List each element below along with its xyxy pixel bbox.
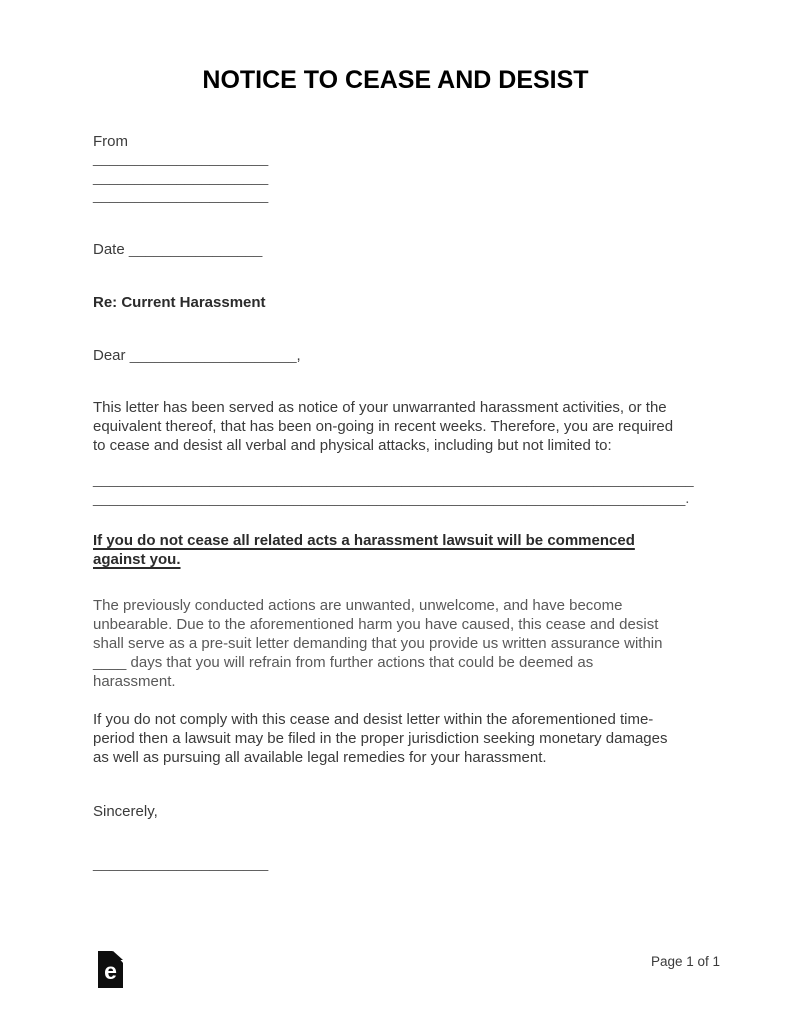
- body-paragraph-2: [93, 596, 662, 691]
- paragraph-line: If you do not comply with this cease and desist letter within the aforementioned time-: [93, 711, 654, 728]
- paragraph-line: ____ days that you will refrain from further actions that could be deemed as: [93, 654, 594, 671]
- warning-heading-line: If you do not cease all related acts a harassment lawsuit will be commenced: [93, 532, 635, 549]
- body-paragraph-3: [93, 710, 667, 767]
- closing-line: Sincerely,: [93, 803, 158, 820]
- date-line: [93, 240, 262, 259]
- page-indicator: Page 1 of 1: [650, 954, 720, 969]
- date-label: Date: [93, 241, 125, 258]
- from-blank-line: _____________________: [93, 150, 269, 167]
- salutation-label: Dear: [93, 347, 126, 364]
- paragraph-line: harassment.: [93, 673, 176, 690]
- salutation-line: [93, 346, 301, 365]
- eforms-logo-letter: e: [104, 957, 117, 984]
- paragraph-line: period then a lawsuit may be filed in the proper jurisdiction seeking monetary damages: [93, 730, 668, 747]
- fill-in-blank-lines: [93, 471, 694, 508]
- from-label: From: [93, 133, 128, 150]
- salutation-blank: ____________________: [129, 347, 297, 364]
- blank-fill-line-2: _______________________________________________________________________.: [93, 489, 690, 507]
- subject-line: Re: Current Harassment: [93, 294, 266, 311]
- paragraph-line: equivalent thereof, that has been on-going in recent weeks. Therefore, you are required: [93, 418, 674, 435]
- from-blank-lines: [93, 150, 268, 206]
- paragraph-line: as well as pursuing all available legal remedies for your harassment.: [93, 749, 547, 766]
- from-blank-line: _____________________: [93, 168, 269, 186]
- signature-blank-line: _____________________: [93, 855, 269, 872]
- paragraph-line: This letter has been served as notice of your unwarranted harassment activities, or the: [93, 399, 667, 416]
- body-paragraph-1: [93, 398, 673, 455]
- salutation-comma: ,: [296, 347, 301, 364]
- paragraph-line: to cease and desist all verbal and physical attacks, including but not limited to:: [93, 437, 612, 454]
- paragraph-line: The previously conducted actions are unwanted, unwelcome, and have become: [93, 597, 623, 614]
- from-blank-line: _____________________: [93, 187, 269, 204]
- blank-fill-line-1: ________________________________________________________________________: [93, 471, 694, 488]
- page-title: NOTICE TO CEASE AND DESIST: [202, 66, 589, 94]
- warning-heading-line: against you.: [93, 551, 181, 568]
- warning-heading: [93, 531, 635, 569]
- paragraph-line: shall serve as a pre-suit letter demanding that you provide us written assurance within: [93, 635, 663, 652]
- date-blank: ________________: [128, 241, 263, 258]
- eforms-document-icon: [98, 951, 123, 988]
- paragraph-line: unbearable. Due to the aforementioned harm you have caused, this cease and desist: [93, 616, 659, 633]
